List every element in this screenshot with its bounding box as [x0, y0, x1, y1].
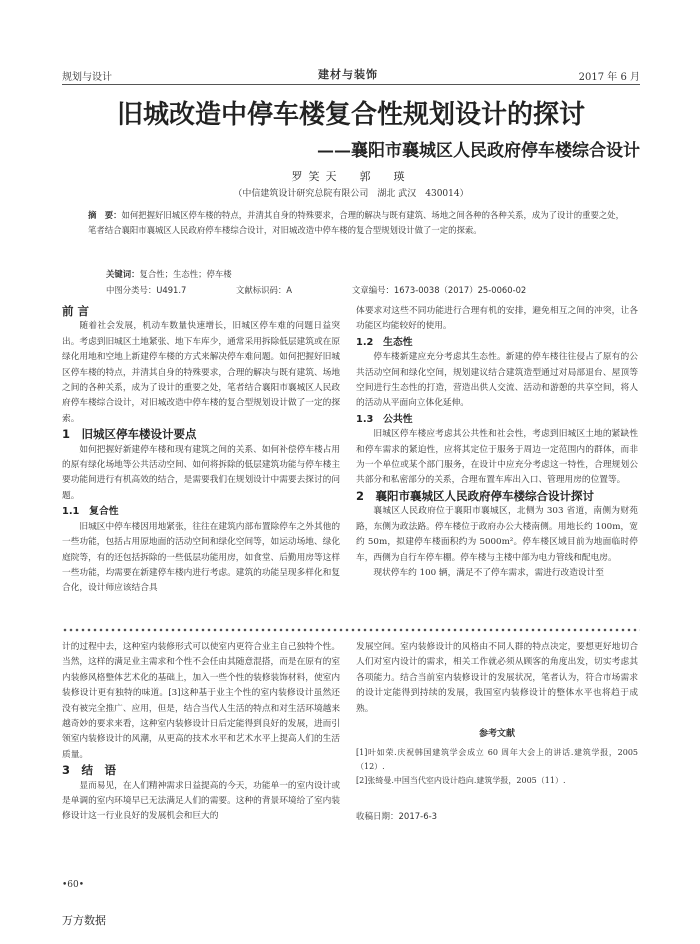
right-column [356, 304, 638, 581]
section-heading-3: 3 结 语 [62, 763, 117, 778]
paragraph-prev-article: 计的过程中去，这种室内装修形式可以使室内更符合业主自己独特个性。当然，这样的满足业主需求和个性不会任由其随意混搭，而是在原有的室内装修风格整体艺术化的基础上，加入一些个性的装修装饰材料，使室内装修设计更有独特的味道。[3]这种基于业主个性的室内装修设计虽然还没有被完全推广、应用，但是，结合当代人生活的特点和对生活环境越来越奇妙的要求来看，这种室内装修设计日后定能得到良好的发展，进而引领室内装修设计的风潮，从更高的技术水平和艺术水平上提高人们的生活质量。 [62, 642, 340, 760]
keywords [106, 268, 232, 280]
affiliation: （中信建筑设计研究总院有限公司 湖北 武汉 430014） [233, 189, 469, 199]
authors: 罗笑天 郭 瑛 [291, 170, 411, 183]
section-heading-intro: 前 言 [62, 304, 90, 318]
paragraph-intro: 随着社会发展，机动车数量快速增长，旧城区停车难的问题日益突出。考虑到旧城区土地紧张、地下车库少，通常采用拆除低层建筑或在原绿化用地和空地上新建停车楼的方式来解决停车难问题。如何把握好旧城区停车楼的特点，并清其自身的特殊要求，合理的解决与既有建筑、场地之间的各种关系，成为了设计的重要之处，笔者结合襄阳市襄城区人民政府停车楼综合设计，对旧城改造中停车楼的复合型规划设计做了一定的探索。 [62, 321, 340, 424]
document-code: 文献标识码：A [236, 285, 292, 295]
section-heading-1: 1 旧城区停车楼设计要点 [62, 427, 197, 442]
article-number: 文章编号：1673-0038（2017）25-0060-02 [352, 285, 527, 295]
abstract [88, 208, 630, 238]
paragraph-1: 如何把握好新建停车楼和现有建筑之间的关系、如何补偿停车楼占用的原有绿化场地等公共活动空间、如何将拆除的低层建筑功能与停车楼主要功能间进行有机高效的结合，是需要我们在规划设计中需要去探讨的问题。 [62, 444, 341, 501]
received-date: 收稿日期：2017-6-3 [356, 812, 438, 823]
running-header-left: 规划与设计 [62, 72, 112, 83]
paragraph-2b: 现状停车约 100 辆，满足不了停车需求，需进行改造设计至 [373, 567, 604, 578]
journal-name: 建材与装饰 [318, 68, 378, 81]
paragraph-prev-article-cont: 发展空间。室内装修设计的风格由不同人群的特点决定，要想更好地切合人们对室内设计的需求，相关工作就必须从顾客的角度出发，切实考虑其各项能力。结合当前室内装修设计的发展状况，笔者认为，符合市场需求的设计定能得到持续的发展，我国室内装修设计的整体水平也将趋于成熟。 [356, 642, 638, 714]
issue-date: 2017 年 6 月 [578, 72, 640, 83]
left-column [62, 304, 340, 597]
reference-item: [2]张绮曼.中国当代室内设计趋向.建筑学报，2005（11）. [356, 776, 566, 786]
paragraph-1-3: 旧城区停车楼应考虑其公共性和社会性，考虑到旧城区土地的紧缺性和停车需求的紧迫性，应将其定位于服务于周边一定范围内的群体，而非为一个单位或某个部门服务，在设计中应充分考虑这一特性，合理规划公共部分和私密部分的关系，合理布置车库出入口、管理用房的位置等。 [356, 429, 638, 486]
clc-number: 中图分类号：U491.7 [106, 285, 187, 295]
paragraph-continued: 体要求对这些不同功能进行合理有机的安排，避免相互之间的冲突，让各功能区均能较好的使用。 [356, 306, 638, 332]
subsection-heading-1-3: 1.3 公共性 [356, 413, 413, 425]
article-separator [62, 628, 640, 632]
abstract-text: 如何把握好旧城区停车楼的特点，并清其自身的特殊要求，合理的解决与既有建筑、场地之间各种的各种关系，成为了设计的重要之处，笔者结合襄阳市襄城区人民政府停车楼综合设计，对旧城改造中停车楼的复合型规划设计做了一定的探索。 [88, 210, 624, 235]
paragraph-1-1: 旧城区中停车楼因用地紧张，往往在建筑内部布置除停车之外其他的一些功能，包括占用原地面的活动空间和绿化空间等，如运动场地、绿化庭院等，有的还包括拆除的一些低层功能用房，如食堂、后勤用房等这样一些功能，均需要在新建停车楼内进行考虑。建筑的功能呈现多样化和复合化，设计师应该结合具 [62, 521, 341, 594]
subsection-heading-1-1: 1.1 复合性 [62, 506, 119, 518]
references-heading: 参考文献 [478, 729, 515, 740]
reference-item: [1]叶如荣.庆祝韩国建筑学会成立 60 周年大会上的讲话.建筑学报，2005（12）. [356, 748, 638, 772]
keywords-text: 复合性；生态性；停车楼 [139, 269, 232, 279]
abstract-label: 摘 要： [88, 210, 122, 220]
page-number: •60• [62, 880, 85, 890]
bottom-right-column [356, 640, 638, 826]
paragraph-1-2: 停车楼新建应充分考虑其生态性。新建的停车楼往往侵占了原有的公共活动空间和绿化空间，规划建议结合建筑造型通过对局部退台、屋顶等空间进行生态性的打造，营造出供人交流、活动和游憩的共享空间，将人的活动从平面向立体化延伸。 [356, 352, 638, 409]
subsection-heading-1-2: 1.2 生态性 [356, 336, 413, 348]
paper-title: 旧城改造中停车楼复合性规划设计的探讨 [116, 100, 585, 130]
bottom-left-column [62, 640, 340, 825]
paragraph-3: 显而易见，在人们精神需求日益提高的今天，功能单一的室内设计或是单调的室内环境早已无法满足人们的需要。这种的背景环境给了室内装修设计这一行业良好的发展机会和巨大的 [62, 780, 341, 822]
header-rule [62, 84, 640, 85]
paragraph-2a: 襄城区人民政府位于襄阳市襄城区，北侧为 303 省道，南侧为财苑路，东侧为政法路。停车楼位于政府办公大楼南侧。用地长约 100m，宽约 50m，拟建停车楼面积约为 5000m²。停车楼区域目前为地面临时停车，西侧为自行车停车棚。停车楼与主楼中部为电力管线和配电房。 [356, 506, 638, 563]
section-heading-2: 2 襄阳市襄城区人民政府停车楼综合设计探讨 [356, 488, 594, 503]
keywords-label: 关键词： [106, 269, 140, 279]
footer-watermark: 万方数据 [62, 914, 106, 927]
paper-subtitle: ——襄阳市襄城区人民政府停车楼综合设计 [317, 141, 640, 161]
